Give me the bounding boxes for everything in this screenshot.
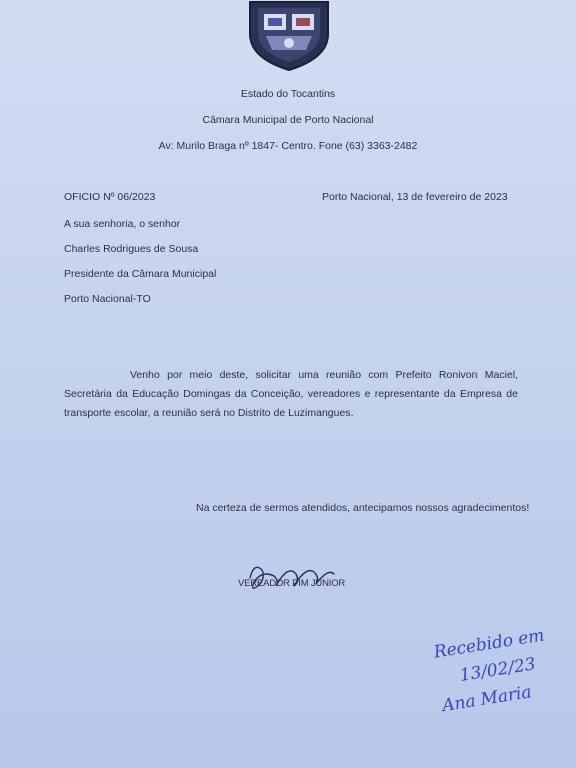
letter-closing: Na certeza de sermos atendidos, antecipamos nossos agradecimentos! bbox=[196, 502, 530, 514]
recipient-city: Porto Nacional-TO bbox=[64, 293, 151, 305]
letter-place-date: Porto Nacional, 13 de fevereiro de 2023 bbox=[322, 191, 508, 203]
handwritten-signature-icon bbox=[236, 556, 356, 596]
recipient-name: Charles Rodrigues de Sousa bbox=[64, 243, 199, 255]
recipient-title: Presidente da Câmara Municipal bbox=[64, 268, 217, 280]
receipt-line-name: Ana Maria bbox=[440, 682, 533, 717]
municipal-crest-icon bbox=[244, 0, 334, 72]
receipt-line-date: 13/02/23 bbox=[458, 654, 537, 686]
header-address: Av: Murilo Braga nº 1847- Centro. Fone (63) 3363-2482 bbox=[158, 140, 418, 152]
receipt-handwritten-note bbox=[432, 620, 576, 759]
letter-reference: OFICIO Nº 06/2023 bbox=[64, 191, 156, 203]
receipt-line-received: Recebido em bbox=[432, 625, 546, 663]
letter-body: Venho por meio deste, solicitar uma reunião com Prefeito Ronivon Maciel, Secretária da Educação Domingas da Conceição, vereadores e representante da Empresa de transporte escolar, a reunião será no Distrito de Luzimangues. bbox=[64, 369, 518, 419]
header-chamber: Câmara Municipal de Porto Nacional bbox=[202, 114, 374, 126]
signatory-name: VEREADOR PIM JUNIOR bbox=[238, 578, 346, 589]
salutation: A sua senhoria, o senhor bbox=[64, 218, 181, 230]
header-state: Estado do Tocantins bbox=[240, 88, 336, 100]
